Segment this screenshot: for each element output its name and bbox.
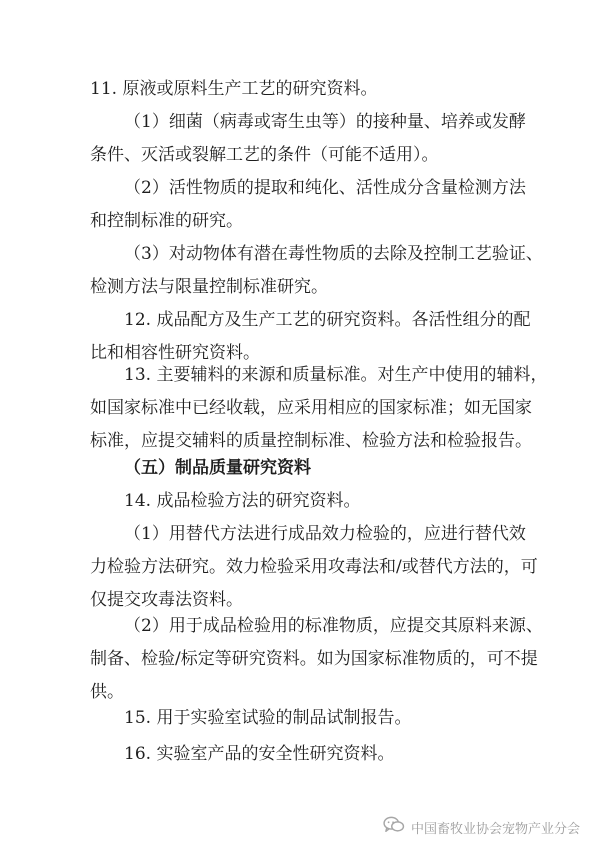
text-line: 16. 实验室产品的安全性研究资料。 bbox=[124, 744, 395, 764]
paragraph-14-2 bbox=[90, 610, 543, 709]
text-line: （1）细菌（病毒或寄生虫等）的接种量、培养或发酵 bbox=[124, 112, 526, 132]
paragraph-11-3 bbox=[90, 238, 543, 304]
paragraph-11 bbox=[90, 73, 526, 106]
text-line: 比和相容性研究资料。 bbox=[90, 343, 260, 363]
text-line: 力检验方法研究。效力检验采用攻毒法和/或替代方法的，可 bbox=[90, 557, 538, 577]
text-line: 检测方法与限量控制标准研究。 bbox=[90, 277, 328, 297]
text-line: 标准，应提交辅料的质量控制标准、检验方法和检验报告。 bbox=[90, 431, 532, 451]
text-line: 如国家标准中已经收载，应采用相应的国家标准；如无国家 bbox=[90, 398, 532, 418]
paragraph-16 bbox=[90, 738, 526, 771]
text-line: （1）用替代方法进行成品效力检验的，应进行替代效 bbox=[124, 524, 526, 544]
text-line: 和控制标准的研究。 bbox=[90, 211, 243, 231]
paragraph-11-1 bbox=[90, 106, 526, 172]
text-line: 仅提交攻毒法资料。 bbox=[90, 590, 243, 610]
watermark bbox=[383, 816, 580, 838]
paragraph-14-1 bbox=[90, 518, 538, 617]
text-line: 条件、灭活或裂解工艺的条件（可能不适用）。 bbox=[90, 145, 439, 165]
text-line: 11. 原液或原料生产工艺的研究资料。 bbox=[90, 79, 378, 99]
text-line: 14. 成品检验方法的研究资料。 bbox=[124, 491, 361, 511]
paragraph-13 bbox=[90, 359, 548, 458]
text-line: （3）对动物体有潜在毒性物质的去除及控制工艺验证、 bbox=[124, 244, 543, 264]
text-line: 12. 成品配方及生产工艺的研究资料。各活性组分的配 bbox=[124, 310, 531, 330]
text-line: 制备、检验/标定等研究资料。如为国家标准物质的，可不提 bbox=[90, 649, 538, 669]
wechat-icon bbox=[383, 816, 405, 838]
text-line: 13. 主要辅料的来源和质量标准。对生产中使用的辅料， bbox=[124, 365, 548, 385]
text-line: （2）用于成品检验用的标准物质，应提交其原料来源、 bbox=[124, 616, 543, 636]
paragraph-15 bbox=[90, 702, 526, 735]
paragraph-11-2 bbox=[90, 172, 526, 238]
text-line: （2）活性物质的提取和纯化、活性成分含量检测方法 bbox=[124, 178, 526, 198]
text-line: 供。 bbox=[90, 682, 124, 702]
paragraph-14 bbox=[90, 485, 526, 518]
watermark-text: 中国畜牧业协会宠物产业分会 bbox=[410, 821, 580, 837]
text-line: 15. 用于实验室试验的制品试制报告。 bbox=[124, 708, 412, 728]
section-heading: （五）制品质量研究资料 bbox=[124, 458, 311, 478]
